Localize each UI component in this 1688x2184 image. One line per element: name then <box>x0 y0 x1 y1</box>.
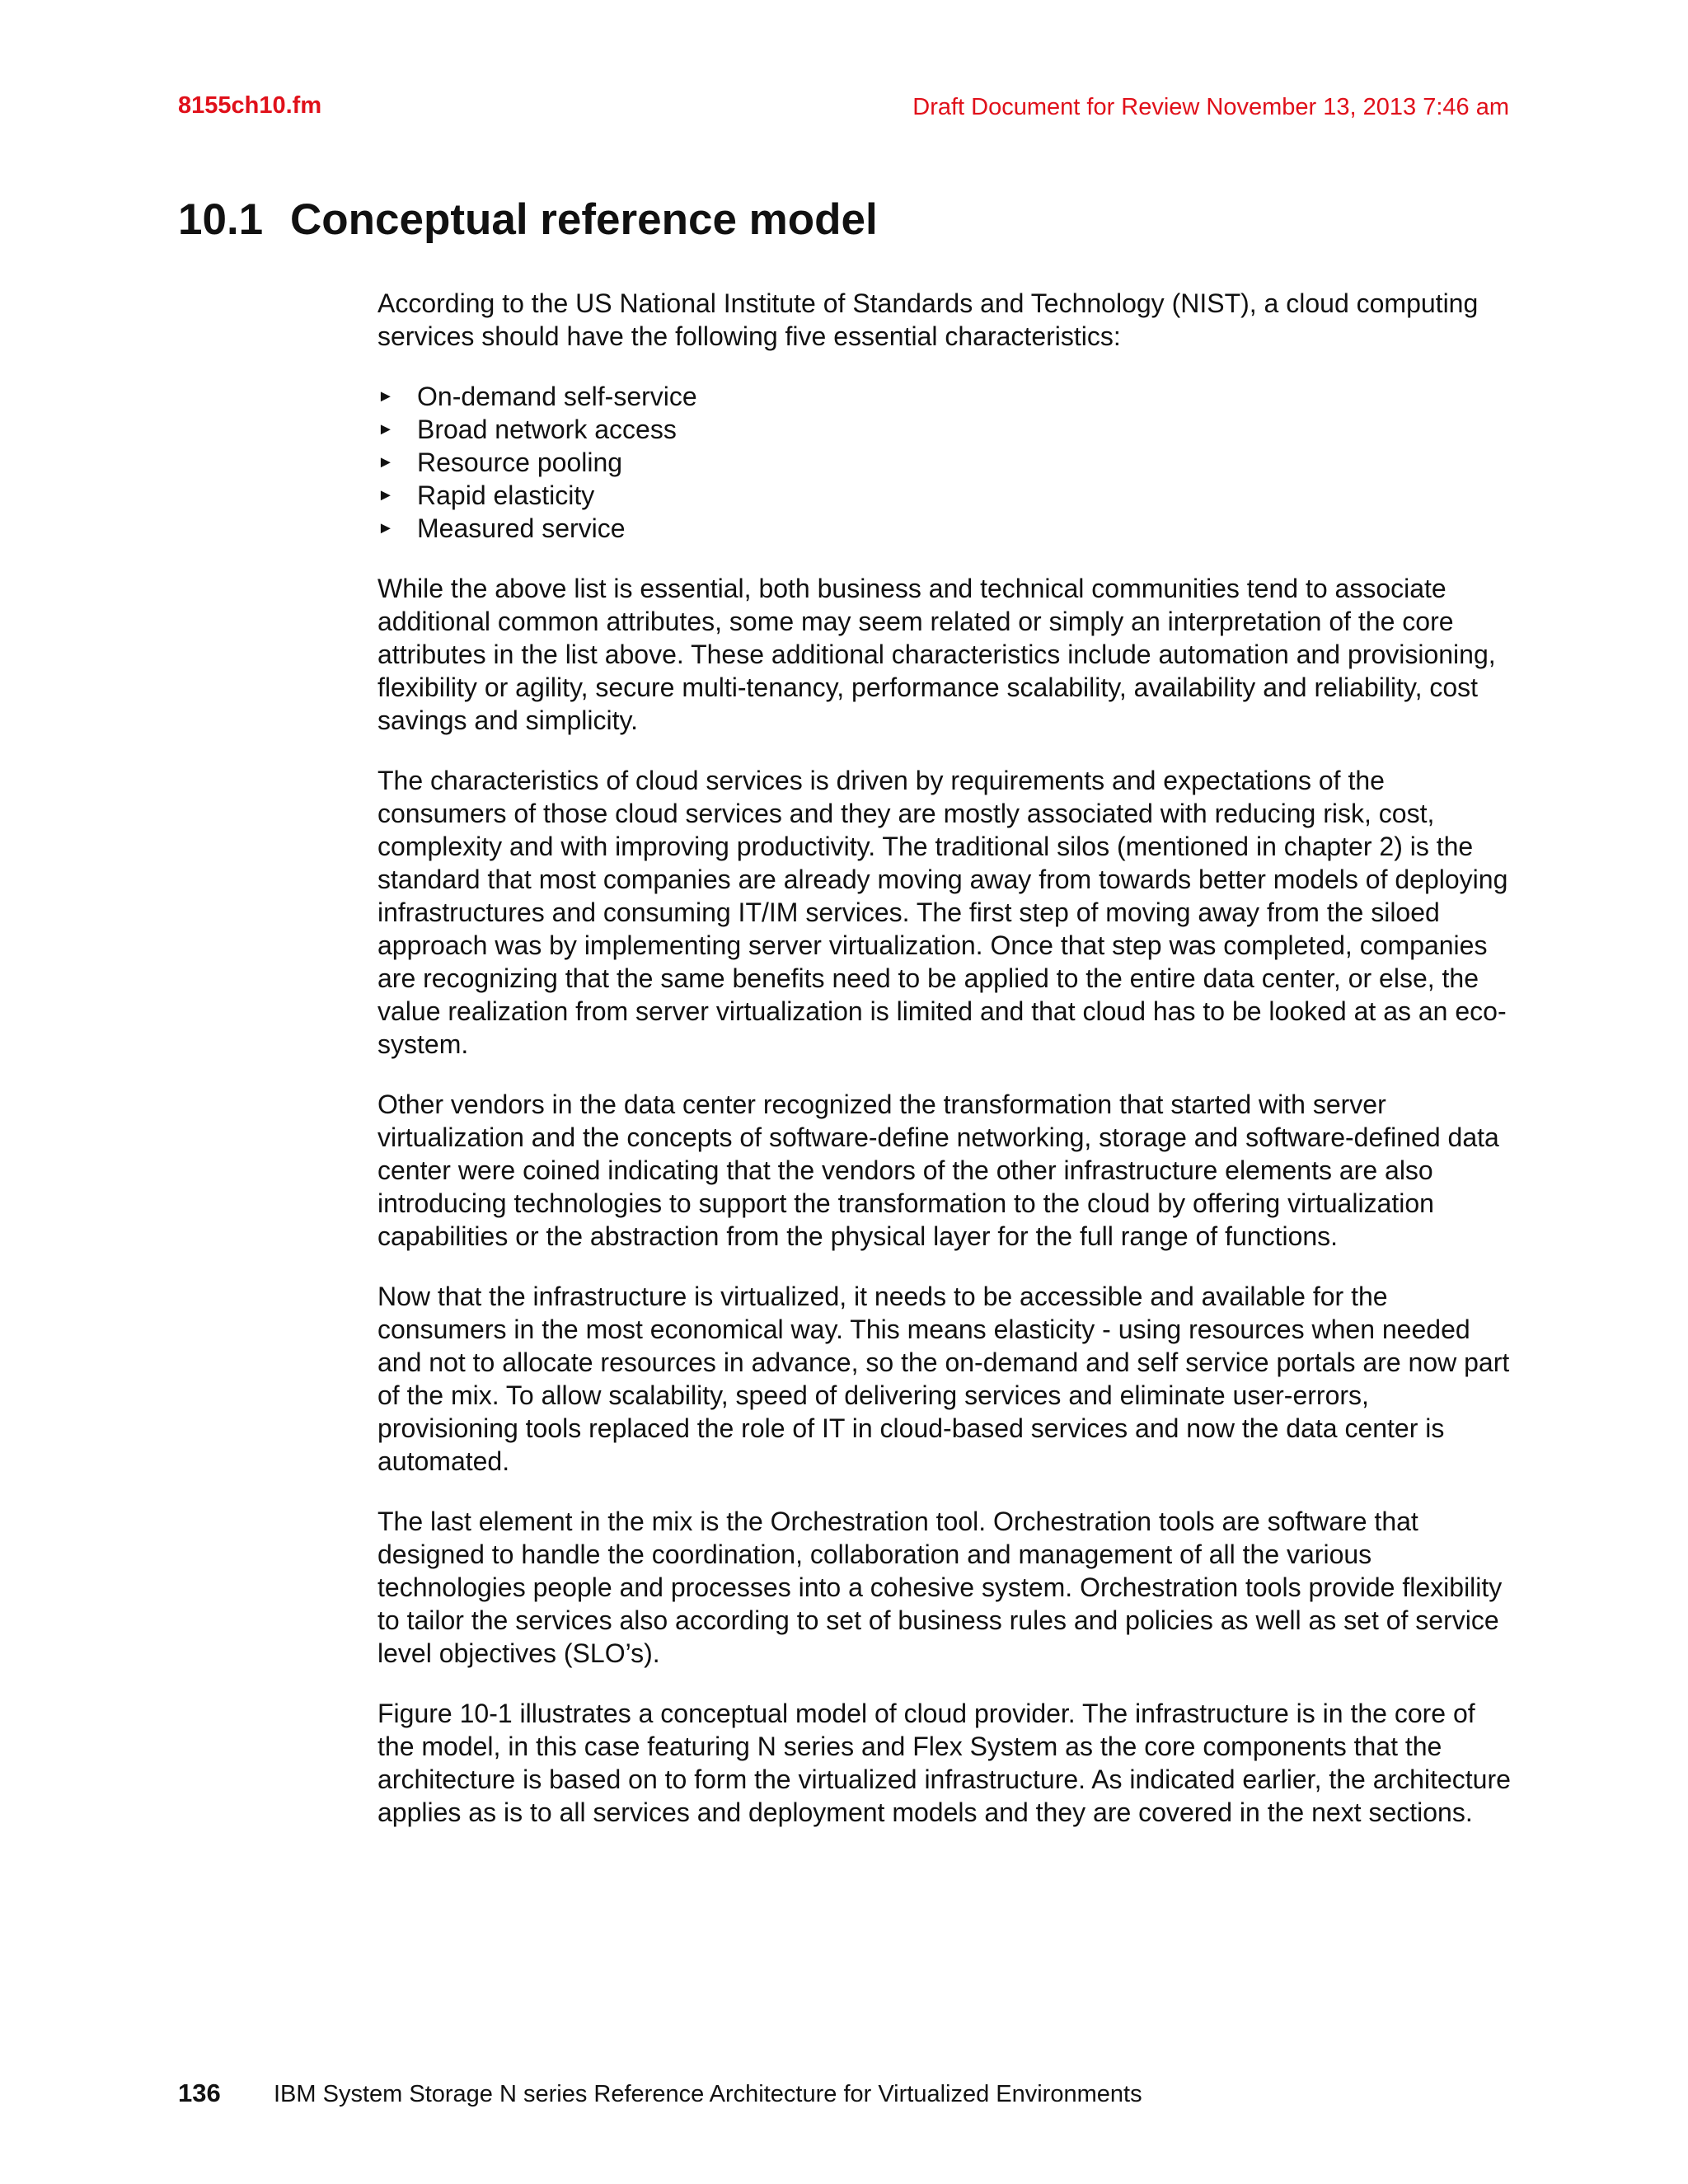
paragraph-drivers: The characteristics of cloud services is driven by requirements and expectations of the consumers of those cloud services and they are mostly associated with reducing risk, cost, complexity and with improving productivity. The traditional silos (mentioned in chapter 2) is the standard that most companies are already moving away from towards better models of deploying infrastructures and consuming IT/IM services. The first step of moving away from the siloed approach was by implementing server virtualization. Once that step was completed, companies are recognizing that the same benefits need to be applied to the entire data center, or else, the value realization from server virtualization is limited and that cloud has to be looked at as an eco-system. <box>377 766 1508 1059</box>
paragraph-vendors: Other vendors in the data center recognized the transformation that started with server virtualization and the concepts of software-define networking, storage and software-defined data center were coined indicating that the vendors of the other infrastructure elements are also introducing technologies to support the transformation to the cloud by offering virtualization capabilities or the abstraction from the physical layer for the full range of functions. <box>377 1090 1499 1251</box>
list-item <box>377 512 1512 545</box>
list-item-label: Measured service <box>417 513 626 543</box>
list-item-label: Rapid elasticity <box>417 480 595 510</box>
characteristics-list <box>377 380 1512 545</box>
bullet-arrow-icon: ► <box>377 453 394 471</box>
paragraph-orchestration: The last element in the mix is the Orchestration tool. Orchestration tools are software that designed to handle the coordination, collaboration and management of all the various technologies people and processes into a cohesive system. Orchestration tools provide flexibility to tailor the services also according to set of business rules and policies as well as set of service level objectives (SLO’s). <box>377 1507 1503 1668</box>
list-item <box>377 380 1512 413</box>
section-title: Conceptual reference model <box>290 195 878 244</box>
paragraph-attributes: While the above list is essential, both business and technical communities tend to associate additional common attributes, some may seem related or simply an interpretation of the core attributes in the list above. These additional characteristics include automation and provisioning, flexibility or agility, secure multi-tenancy, performance scalability, availability and reliability, cost savings and simplicity. <box>377 574 1496 735</box>
intro-paragraph: According to the US National Institute of Standards and Technology (NIST), a cloud computing services should have the following five essential characteristics: <box>377 288 1479 351</box>
page-number: 136 <box>178 2079 221 2107</box>
list-item <box>377 446 1512 479</box>
section-heading <box>178 191 878 249</box>
list-item <box>377 413 1512 446</box>
bullet-arrow-icon: ► <box>377 519 394 537</box>
list-item-label: Broad network access <box>417 415 677 444</box>
paragraph-figure-reference: Figure 10-1 illustrates a conceptual model of cloud provider. The infrastructure is in the core of the model, in this case featuring N series and Flex System as the core components that the architecture is based on to form the virtualized infrastructure. As indicated earlier, the architecture applies as is to all services and deployment models and they are covered in the next sections. <box>377 1699 1511 1827</box>
body-content <box>377 287 1512 1856</box>
section-number: 10.1 <box>178 195 264 244</box>
list-item-label: Resource pooling <box>417 448 623 477</box>
bullet-arrow-icon: ► <box>377 486 394 504</box>
paragraph-elasticity: Now that the infrastructure is virtualized, it needs to be accessible and available for the consumers in the most economical way. This means elasticity - using resources when needed and not to allocate resources in advance, so the on-demand and self service portals are now part of the mix. To allow scalability, speed of delivering services and eliminate user-errors, provisioning tools replaced the role of IT in cloud-based services and now the data center is automated. <box>377 1282 1510 1476</box>
header-draft-notice: Draft Document for Review November 13, 2013 7:46 am <box>912 94 1509 120</box>
bullet-arrow-icon: ► <box>377 387 394 405</box>
page-footer <box>178 2077 1142 2111</box>
book-title: IBM System Storage N series Reference Architecture for Virtualized Environments <box>274 2081 1142 2107</box>
list-item-label: On-demand self-service <box>417 382 697 411</box>
list-item <box>377 479 1512 512</box>
bullet-arrow-icon: ► <box>377 420 394 438</box>
header-filename: 8155ch10.fm <box>178 92 322 119</box>
